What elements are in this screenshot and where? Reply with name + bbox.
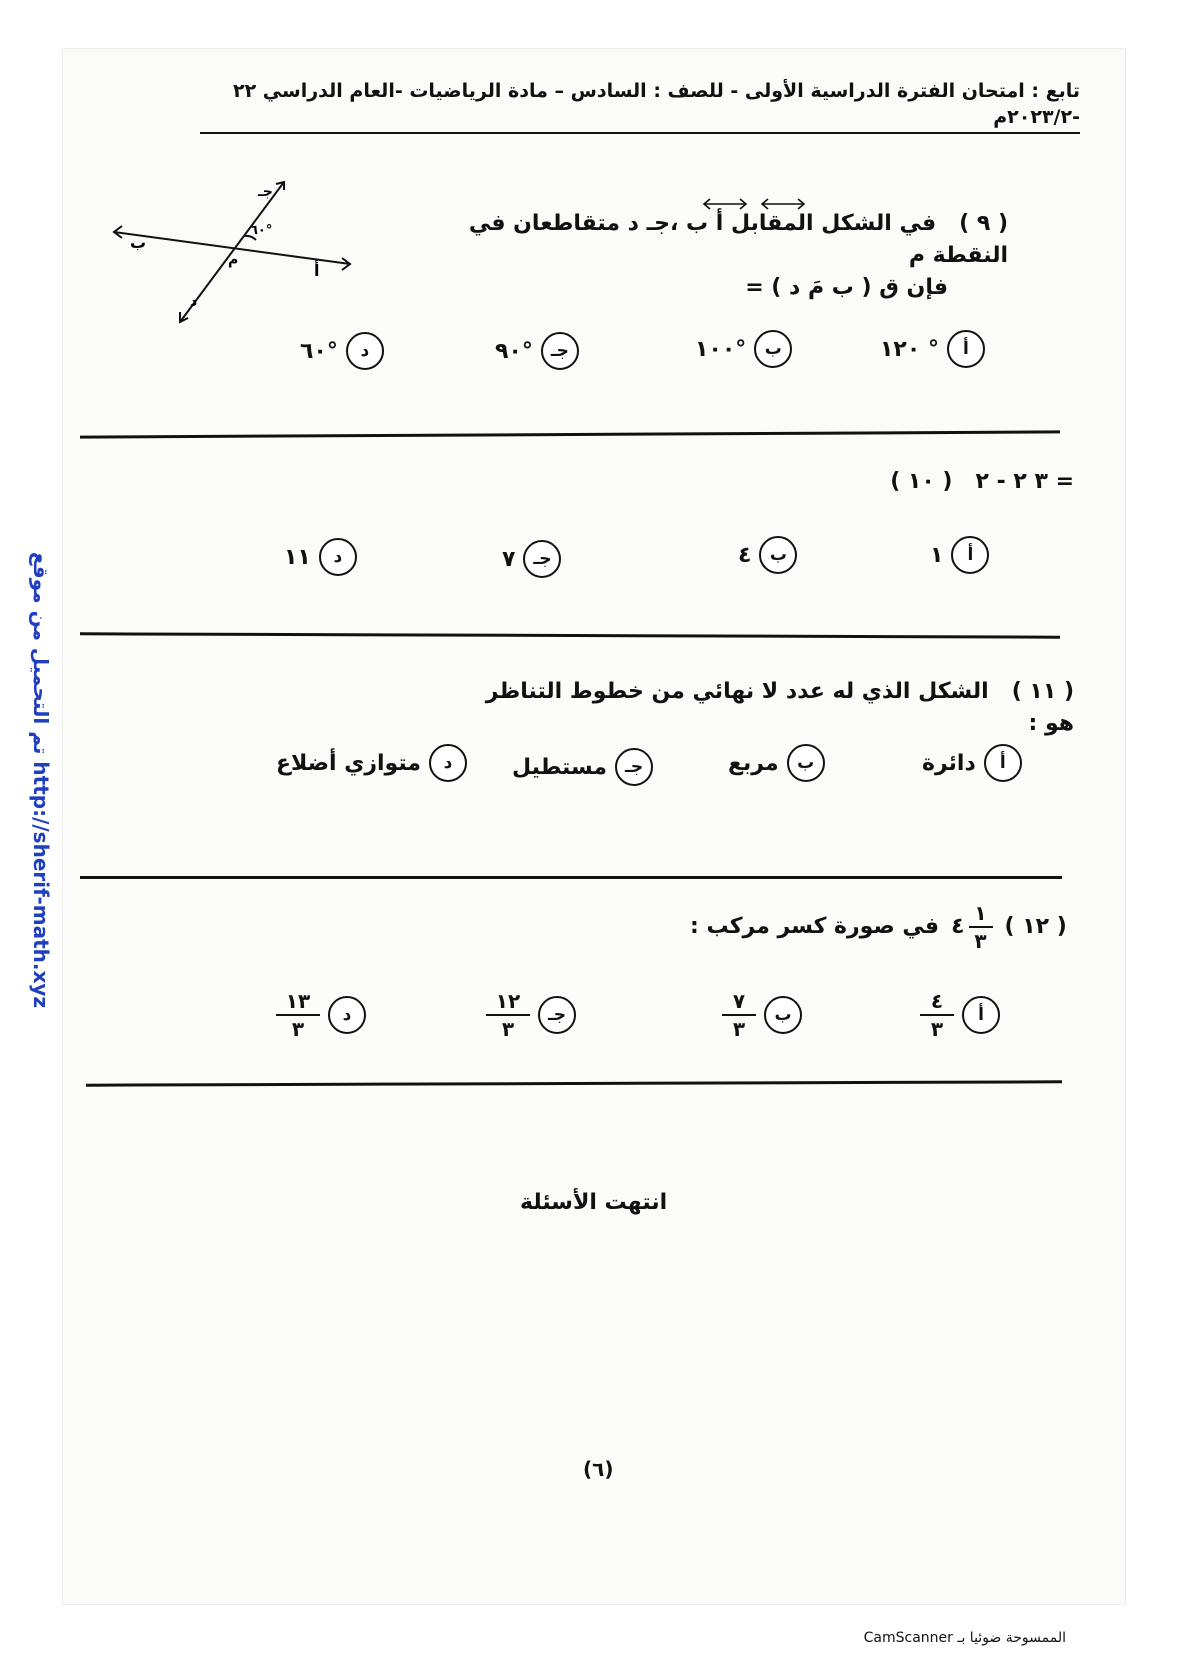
fig-label-b: ب (130, 233, 147, 252)
q10-option-d-value: ١١ (284, 544, 311, 570)
q11-number: ( ١١ ) (1011, 679, 1074, 704)
q11-option-d-value: متوازي أضلاع (276, 750, 421, 776)
q12-mixed-fraction (969, 902, 993, 952)
q10-number: ( ١٠ ) (890, 469, 953, 494)
q11-text: الشكل الذي له عدد لا نهائي من خطوط التناظر هو : (485, 679, 1074, 736)
q11-option-b[interactable] (728, 744, 825, 782)
q10-option-c[interactable] (502, 540, 561, 578)
q11-option-a-circle[interactable]: أ (984, 744, 1022, 782)
q12-option-c[interactable] (486, 990, 576, 1040)
q9-option-a-value: ١٢٠ ° (880, 336, 939, 362)
intersecting-lines-figure (108, 176, 358, 326)
question-10 (674, 466, 1074, 498)
q12-option-b-circle[interactable]: ب (764, 996, 802, 1034)
question-12 (690, 902, 1080, 952)
q9-option-b-circle[interactable]: ب (754, 330, 792, 368)
exam-header (200, 78, 1080, 134)
q9-option-d-circle[interactable]: د (346, 332, 384, 370)
q12-option-c-circle[interactable]: جـ (538, 996, 576, 1034)
q10-option-c-value: ٧ (502, 546, 516, 572)
q9-option-d[interactable] (300, 332, 384, 370)
q10-text: ٣ ٢ - ٢ = (975, 469, 1074, 494)
q11-option-a[interactable] (922, 744, 1022, 782)
q12-option-a-den: ٣ (930, 1017, 944, 1041)
q12-option-b-den: ٣ (732, 1017, 746, 1041)
q12-frac-num: ١ (974, 901, 987, 925)
q9-text-line1: في الشكل المقابل أ ب ،جـ د متقاطعان في النقطة م (468, 211, 1008, 268)
q11-option-c-circle[interactable]: جـ (615, 748, 653, 786)
q9-option-c[interactable] (495, 332, 579, 370)
q11-option-a-value: دائرة (922, 750, 976, 776)
q12-text: في صورة كسر مركب : (690, 914, 940, 939)
q12-option-c-num: ١٢ (495, 989, 521, 1013)
q9-number: ( ٩ ) (959, 211, 1008, 236)
side-watermark-link[interactable] (26, 551, 56, 1009)
q12-option-d-num: ١٣ (285, 989, 311, 1013)
q12-option-b-num: ٧ (732, 989, 746, 1013)
q12-option-d[interactable] (276, 990, 366, 1040)
q11-option-b-value: مربع (728, 750, 779, 776)
q10-option-d[interactable] (284, 538, 357, 576)
q11-option-c-value: مستطيل (512, 754, 608, 780)
q11-option-d[interactable] (276, 744, 467, 782)
fig-label-c: جـ (258, 184, 273, 200)
q12-option-d-den: ٣ (291, 1017, 305, 1041)
fig-label-a: أ (314, 261, 320, 280)
q10-option-a-value: ١ (930, 542, 944, 568)
q9-option-b-value: ١٠٠° (695, 336, 747, 362)
q10-option-d-circle[interactable]: د (319, 538, 357, 576)
q10-option-b[interactable] (738, 536, 797, 574)
camscanner-footer: الممسوحة ضوئيا بـ CamScanner (863, 1630, 1066, 1646)
q10-option-b-circle[interactable]: ب (759, 536, 797, 574)
line-arrows-icon (700, 196, 810, 212)
q11-option-b-circle[interactable]: ب (787, 744, 825, 782)
q11-option-c[interactable] (512, 748, 653, 786)
q10-option-a[interactable] (930, 536, 989, 574)
q12-frac-den: ٣ (974, 929, 987, 953)
q12-option-a-fraction (920, 990, 954, 1040)
q9-text-line2: فإن ق ( ب مَ د ) = (745, 275, 948, 300)
q9-option-c-circle[interactable]: جـ (541, 332, 579, 370)
q10-option-c-circle[interactable]: جـ (523, 540, 561, 578)
fig-label-m: م (228, 252, 239, 268)
q9-option-b[interactable] (695, 330, 792, 368)
q10-option-a-circle[interactable]: أ (951, 536, 989, 574)
q12-option-d-fraction (276, 990, 320, 1040)
fig-label-d: د (190, 294, 198, 310)
q12-option-a-circle[interactable]: أ (962, 996, 1000, 1034)
q9-option-c-value: ٩٠° (495, 338, 533, 364)
q12-option-a[interactable] (920, 990, 1000, 1040)
q12-option-c-fraction (486, 990, 530, 1040)
q11-option-d-circle[interactable]: د (429, 744, 467, 782)
side-link-text[interactable]: تم التحميل من موقع http://sherif-math.xyz (29, 551, 53, 1009)
divider-3 (80, 876, 1062, 879)
header-text: تابع : امتحان الفترة الدراسية الأولى - للصف : السادس – مادة الرياضيات -العام الدراسي ٢٢ -٢٠٢٣/٢م (200, 78, 1080, 134)
question-9 (388, 208, 1008, 304)
fig-label-angle: ٦٠° (250, 223, 273, 238)
q12-option-b[interactable] (722, 990, 802, 1040)
q12-whole: ٤ (951, 914, 965, 939)
q9-option-a-circle[interactable]: أ (947, 330, 985, 368)
q9-option-a[interactable] (880, 330, 985, 368)
q12-option-a-num: ٤ (930, 989, 944, 1013)
end-of-questions: انتهت الأسئلة (520, 1190, 668, 1215)
page-number: (٦) (583, 1457, 614, 1481)
q10-option-b-value: ٤ (738, 542, 752, 568)
q12-option-c-den: ٣ (501, 1017, 515, 1041)
q9-option-d-value: ٦٠° (300, 338, 338, 364)
q12-number: ( ١٢ ) (1004, 914, 1067, 939)
q12-option-b-fraction (722, 990, 756, 1040)
q12-option-d-circle[interactable]: د (328, 996, 366, 1034)
question-11 (454, 676, 1074, 740)
